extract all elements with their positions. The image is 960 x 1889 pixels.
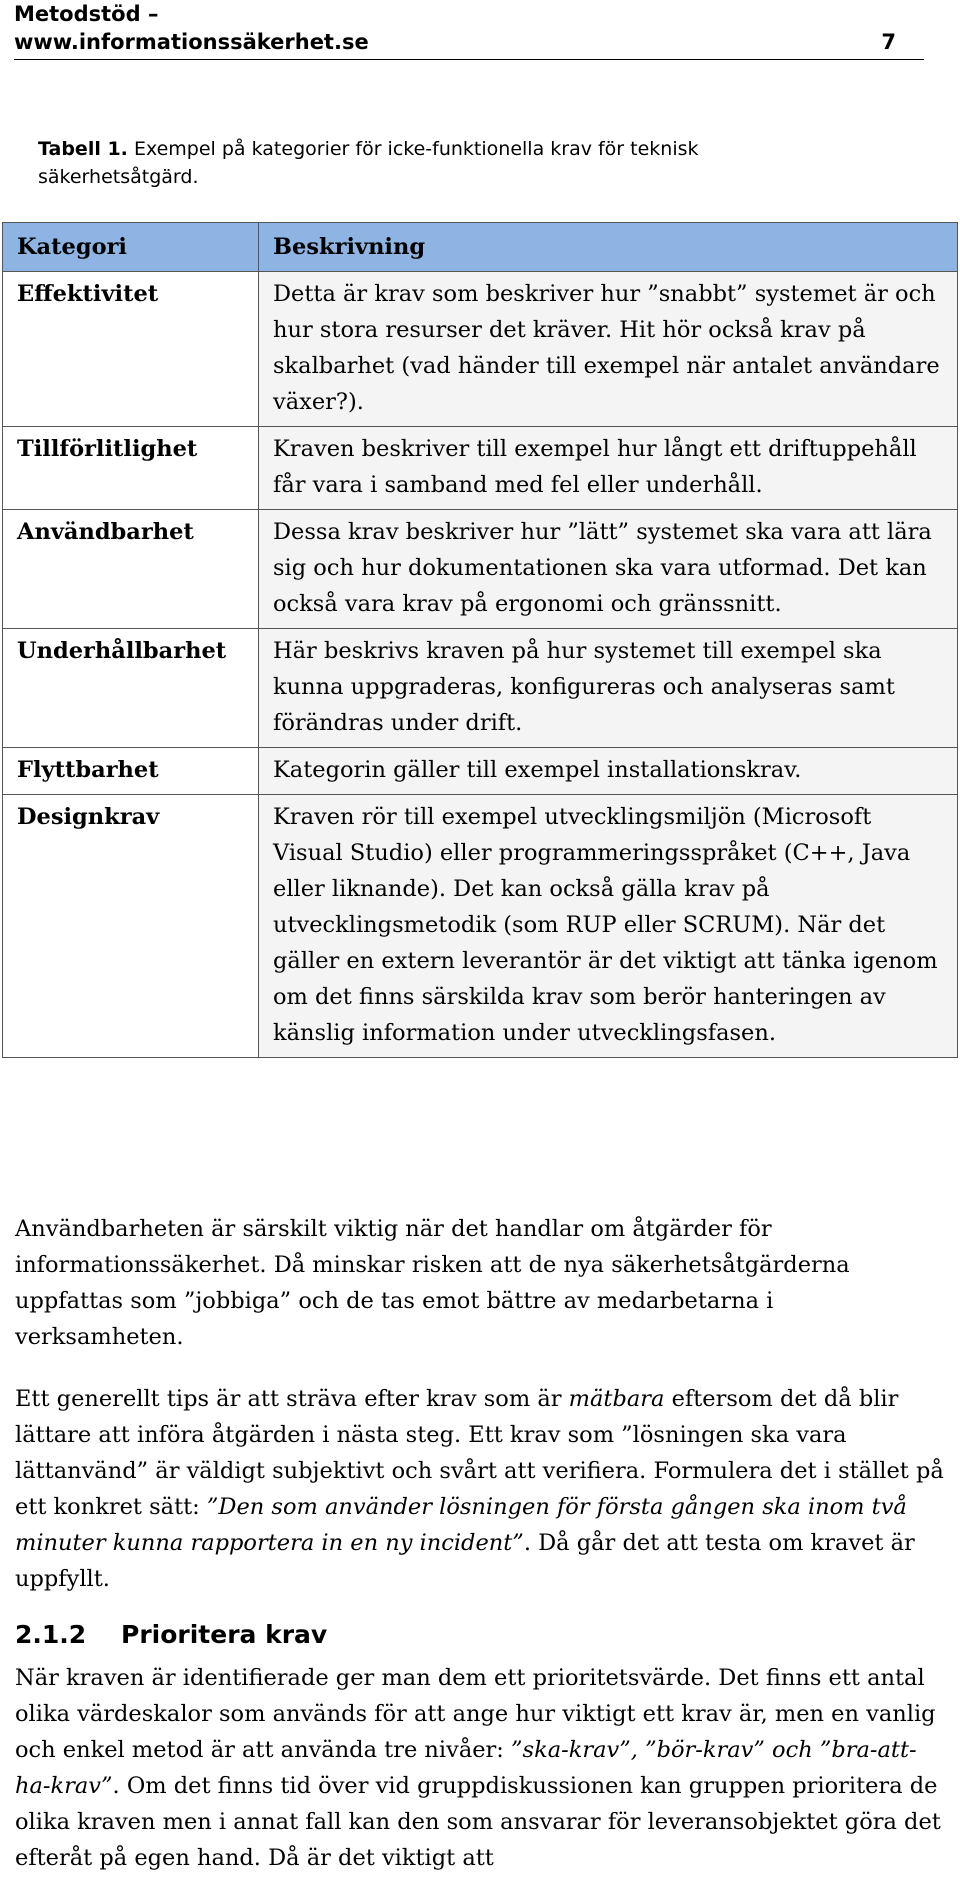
requirements-table bbox=[2, 222, 958, 1058]
emphasis-text: mätbara bbox=[568, 1386, 665, 1412]
description-cell: Detta är krav som beskriver hur ”snabbt” systemet är och hur stora resurser det kräver. Hit hör också krav på skalbarhet (vad händer till exempel när antalet användare växer?). bbox=[259, 272, 958, 427]
category-cell: Effektivitet bbox=[3, 272, 259, 427]
table-caption bbox=[38, 135, 798, 191]
table-row bbox=[3, 510, 958, 629]
column-header-category: Kategori bbox=[3, 223, 259, 272]
description-cell: Kraven rör till exempel utvecklingsmiljön (Microsoft Visual Studio) eller programmeringsspråket (C++, Java eller liknande). Det kan också gälla krav på utvecklingsmetodik (som RUP eller SCRUM). När det gäller en extern leverantör är det viktigt att tänka igenom om det finns särskilda krav som berör hanteringen av känslig information under utvecklingsfasen. bbox=[259, 795, 958, 1058]
emphasis-levels: ”ska-krav”, ”bör-krav” och ”bra-att-ha-krav” bbox=[15, 1737, 917, 1799]
category-cell: Designkrav bbox=[3, 795, 259, 1058]
category-cell: Användbarhet bbox=[3, 510, 259, 629]
header-divider bbox=[14, 59, 924, 60]
category-cell: Flyttbarhet bbox=[3, 748, 259, 795]
text-run: eftersom det då blir lättare att införa åtgärden i nästa steg. Ett krav som ”lösningen ska vara lättanvänd” är väldigt subjektivt och svårt att verifiera. Formulera det i stället på ett konkret sätt: bbox=[15, 1386, 944, 1520]
section-title: Prioritera krav bbox=[121, 1620, 328, 1649]
paragraph-usability: Användbarheten är särskilt viktig när det handlar om åtgärder för informationssäkerhet. Då minskar risken att de nya säkerhetsåtgärderna uppfattas som ”jobbiga” och de tas emot bättre av medarbetarna i verksamheten. bbox=[15, 1216, 850, 1350]
section-number: 2.1.2 bbox=[15, 1620, 87, 1649]
table-row bbox=[3, 629, 958, 748]
text-run: När kraven är identifierade ger man dem ett prioritetsvärde. Det finns ett antal olika värdeskalor som används för att ange hur viktigt ett krav är, men en vanlig och enkel metod är att använda tre nivåer: bbox=[15, 1665, 936, 1763]
table-row bbox=[3, 427, 958, 510]
caption-text: Exempel på kategorier för icke-funktionella krav för teknisk säkerhetsåtgärd. bbox=[38, 138, 699, 188]
page-number: 7 bbox=[881, 30, 896, 54]
page-header bbox=[14, 0, 924, 56]
text-run: . Om det finns tid över vid gruppdiskussionen kan gruppen prioritera de olika kraven men i annat fall kan den som ansvarar för leveransobjektet göra det efteråt på egen hand. Då är det viktigt att bbox=[15, 1773, 941, 1871]
category-cell: Underhållbarhet bbox=[3, 629, 259, 748]
table-header-row bbox=[3, 223, 958, 272]
caption-label: Tabell 1. bbox=[38, 138, 128, 160]
paragraph-prioritize bbox=[15, 1660, 945, 1876]
text-run: Ett generellt tips är att sträva efter krav som är bbox=[15, 1386, 569, 1412]
table-row bbox=[3, 272, 958, 427]
section-heading bbox=[15, 1617, 327, 1653]
description-cell: Kraven beskriver till exempel hur långt ett driftuppehåll får vara i samband med fel eller underhåll. bbox=[259, 427, 958, 510]
emphasis-quote: ”Den som använder lösningen för första gången ska inom två minuter kunna rapportera in en ny incident” bbox=[15, 1494, 907, 1556]
paragraph-measurable-tip bbox=[15, 1381, 945, 1597]
header-title-line1: Metodstöd – bbox=[14, 2, 159, 26]
description-cell: Här beskrivs kraven på hur systemet till exempel ska kunna uppgraderas, konfigureras och analyseras samt förändras under drift. bbox=[259, 629, 958, 748]
description-cell: Dessa krav beskriver hur ”lätt” systemet ska vara att lära sig och hur dokumentationen ska vara utformad. Det kan också vara krav på ergonomi och gränssnitt. bbox=[259, 510, 958, 629]
text-run: . Då går det att testa om kravet är uppfyllt. bbox=[15, 1530, 915, 1592]
table-row bbox=[3, 795, 958, 1058]
category-cell: Tillförlitlighet bbox=[3, 427, 259, 510]
column-header-description: Beskrivning bbox=[259, 223, 958, 272]
description-cell: Kategorin gäller till exempel installationskrav. bbox=[259, 748, 958, 795]
header-title-line2: www.informationssäkerhet.se bbox=[14, 30, 369, 54]
table-row bbox=[3, 748, 958, 795]
